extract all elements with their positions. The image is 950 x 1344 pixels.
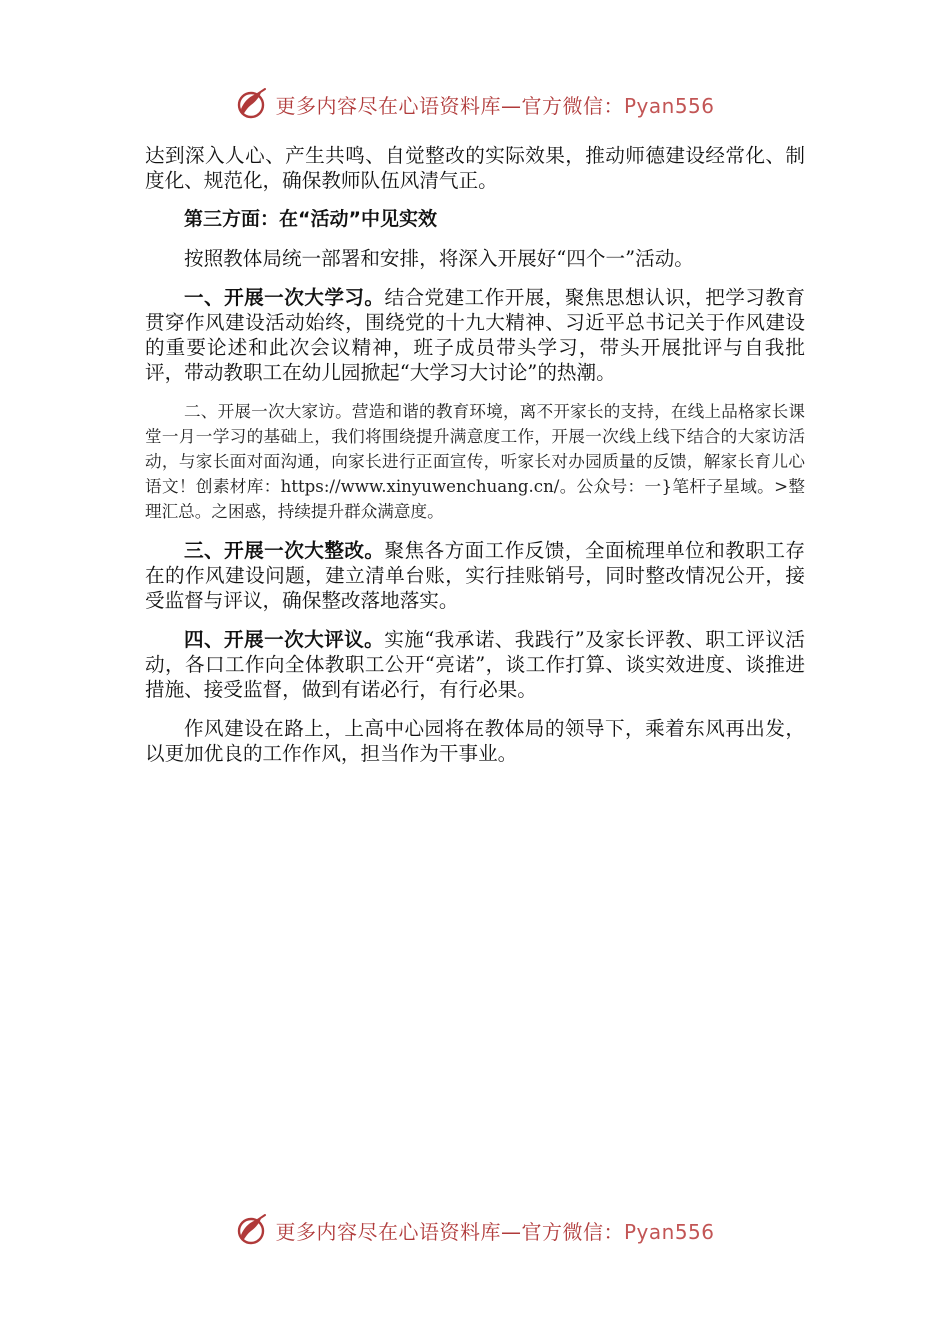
item-1-lead: 一、开展一次大学习。 — [184, 286, 385, 309]
item-3-lead: 三、开展一次大整改。 — [184, 539, 385, 562]
item-4-lead: 四、开展一次大评议。 — [184, 628, 385, 651]
paragraph-intro: 按照教体局统一部署和安排，将深入开展好“四个一”活动。 — [184, 247, 694, 270]
header-watermark-banner — [0, 84, 950, 124]
pen-logo-icon — [235, 1213, 269, 1247]
item-2: 二、开展一次大家访。营造和谐的教育环境，离不开家长的支持，在线上品格家长课堂一月一学习的基础上，我们将围绕提升满意度工作，开展一次线上线下结合的大家访活动，与家长面对面沟通，向家长进行正面宣传，听家长对办园质量的反馈，解家长育儿心语文！创素材库：https://www.xinyuwenchuang.cn/。公众号：一}笔杆子星域。>整理汇总。之困惑，持续提升群众满意度。 — [145, 402, 805, 521]
footer-watermark-banner — [0, 1210, 950, 1250]
banner-text-zh: 更多内容尽在心语资料库—官方微信： — [275, 93, 624, 118]
item-1-body: 结合党建工作开展，聚焦思想认识，把学习教育贯穿作风建设活动始终，围绕党的十九大精神、习近平总书记关于作风建设的重要论述和此次会议精神，班子成员带头学习，带头开展批评与自我批评，带动教职工在幼儿园掀起“大学习大讨论”的热潮。 — [145, 286, 805, 384]
paragraph-closing: 作风建设在路上，上高中心园将在教体局的领导下，乘着东风再出发，以更加优良的工作作风，担当作为干事业。 — [145, 717, 805, 765]
document-body — [145, 143, 805, 766]
item-4-body: 实施“我承诺、我践行”及家长评教、职工评议活动，各口工作向全体教职工公开“亮诺”，谈工作打算、谈实效进度、谈推进措施、接受监督，做到有诺必行，有行必果。 — [145, 628, 805, 701]
banner-wechat-id: Pyan556 — [623, 1219, 715, 1244]
section-heading: 第三方面：在“活动”中见实效 — [184, 208, 437, 230]
item-3 — [145, 538, 805, 613]
paragraph-continuation: 达到深入人心、产生共鸣、自觉整改的实际效果，推动师德建设经常化、制度化、规范化，确保教师队伍风清气正。 — [145, 144, 805, 192]
banner-wechat-id: Pyan556 — [623, 93, 715, 118]
item-3-body: 聚焦各方面工作反馈，全面梳理单位和教职工存在的作风建设问题，建立清单台账，实行挂账销号，同时整改情况公开，接受监督与评议，确保整改落地落实。 — [145, 539, 805, 612]
item-1 — [145, 285, 805, 385]
item-4 — [145, 627, 805, 702]
banner-text-zh: 更多内容尽在心语资料库—官方微信： — [275, 1219, 624, 1244]
pen-logo-icon — [235, 87, 269, 121]
banner-text — [275, 1216, 714, 1245]
banner-text — [275, 90, 714, 119]
